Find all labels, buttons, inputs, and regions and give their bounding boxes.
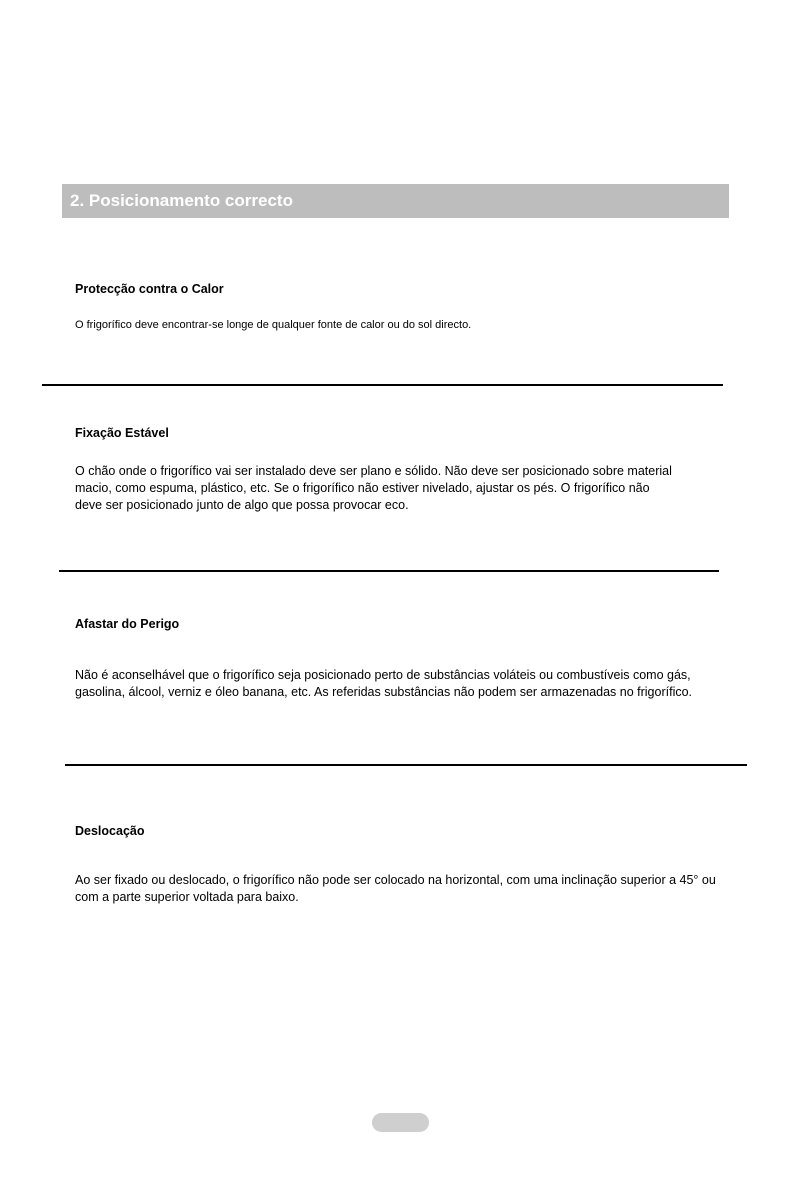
heading-avoid-danger: Afastar do Perigo — [75, 617, 180, 631]
section-divider — [65, 764, 747, 766]
paragraph-relocation: Ao ser fixado ou deslocado, o frigorífico não pode ser colocado na horizontal, com uma inclinação superior a 45° ou com a parte superior voltada para baixo. — [75, 873, 716, 904]
paragraph-heat-protection: O frigorífico deve encontrar-se longe de qualquer fonte de calor ou do sol directo. — [75, 319, 472, 331]
heading-relocation: Deslocação — [75, 824, 145, 838]
section-divider — [42, 384, 723, 386]
heading-heat-protection: Protecção contra o Calor — [75, 282, 224, 296]
page-number-tab — [372, 1113, 429, 1132]
paragraph-stable-fixing: O chão onde o frigorífico vai ser instalado deve ser plano e sólido. Não deve ser posicionado sobre material macio, como espuma, plástico, etc. Se o frigorífico não estiver nivelado, ajustar os pés. O frigorífico não deve ser posicionado junto de algo que possa provocar eco. — [75, 464, 672, 512]
section-title: 2. Posicionamento correcto — [70, 191, 293, 210]
heading-stable-fixing: Fixação Estável — [75, 426, 169, 440]
paragraph-avoid-danger: Não é aconselhável que o frigorífico seja posicionado perto de substâncias voláteis ou combustíveis como gás, gasolina, álcool, verniz e óleo banana, etc. As referidas substâncias não podem ser armazenadas no frigorífico. — [75, 668, 693, 699]
section-banner — [62, 184, 729, 218]
section-divider — [59, 570, 719, 572]
